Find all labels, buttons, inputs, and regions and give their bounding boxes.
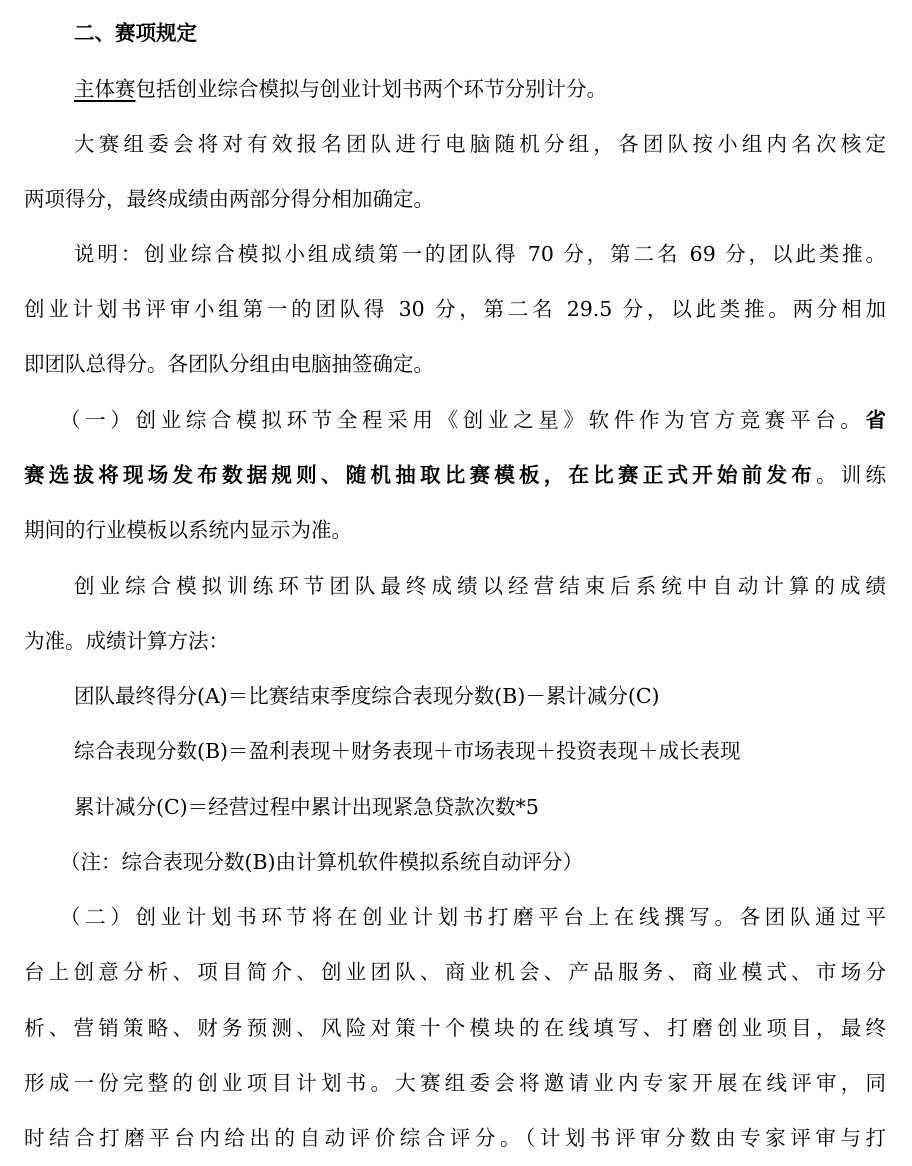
paragraph-business-plan-line-2: 台上创意分析、项目简介、创业团队、商业机会、产品服务、商业模式、市场分: [24, 960, 886, 984]
paragraph-business-plan-line-3: 析、营销策略、财务预测、风险对策十个模块的在线填写、打磨创业项目，最终: [24, 1016, 886, 1040]
paragraph-score-line-2: 为准。成绩计算方法：: [24, 629, 229, 653]
simulation-rule-normal: 。训练: [816, 463, 886, 487]
paragraph-explanation-line-2: 创业计划书评审小组第一的团队得 30 分，第二名 29.5 分，以此类推。两分相加: [24, 297, 886, 321]
paragraph-main-contest: [74, 74, 886, 104]
formula-deduction: 累计减分(C)＝经营过程中累计出现紧急贷款次数*5: [74, 795, 539, 819]
section-heading: 二、赛项规定: [74, 21, 197, 45]
simulation-text-normal: （一）创业综合模拟环节全程采用《创业之星》软件作为官方竞赛平台。: [60, 408, 866, 432]
formula-performance-score: 综合表现分数(B)＝盈利表现＋财务表现＋市场表现＋投资表现＋成长表现: [74, 739, 741, 763]
paragraph-business-plan-line-1: （二）创业计划书环节将在创业计划书打磨平台上在线撰写。各团队通过平: [60, 905, 886, 929]
main-contest-text: 包括创业综合模拟与创业计划书两个环节分别计分。: [135, 77, 607, 101]
paragraph-score-line-1: 创业综合模拟训练环节团队最终成绩以经营结束后系统中自动计算的成绩: [74, 574, 886, 598]
simulation-rule-bold: 赛选拔将现场发布数据规则、随机抽取比赛模板，在比赛正式开始前发布: [24, 463, 816, 487]
paragraph-grouping-line-2: 两项得分，最终成绩由两部分得分相加确定。: [24, 187, 434, 211]
paragraph-simulation-line-2: [24, 460, 886, 490]
paragraph-business-plan-line-4: 形成一份完整的创业项目计划书。大赛组委会将邀请业内专家开展在线评审，同: [24, 1071, 886, 1095]
paragraph-explanation-line-3: 即团队总得分。各团队分组由电脑抽签确定。: [24, 352, 434, 376]
formula-final-score: 团队最终得分(A)＝比赛结束季度综合表现分数(B)－累计减分(C): [74, 684, 660, 708]
paragraph-grouping-line-1: 大赛组委会将对有效报名团队进行电脑随机分组，各团队按小组内名次核定: [74, 132, 886, 156]
paragraph-simulation-line-1: [60, 405, 886, 435]
main-contest-term: 主体赛: [74, 77, 136, 101]
simulation-text-bold: 省: [865, 408, 886, 432]
paragraph-business-plan-line-5: 时结合打磨平台内给出的自动评价综合评分。（计划书评审分数由专家评审与打: [24, 1126, 886, 1150]
paragraph-explanation-line-1: 说明：创业综合模拟小组成绩第一的团队得 70 分，第二名 69 分，以此类推。: [74, 242, 886, 266]
formula-note: （注：综合表现分数(B)由计算机软件模拟系统自动评分）: [60, 850, 584, 874]
paragraph-simulation-line-3: 期间的行业模板以系统内显示为准。: [24, 518, 352, 542]
